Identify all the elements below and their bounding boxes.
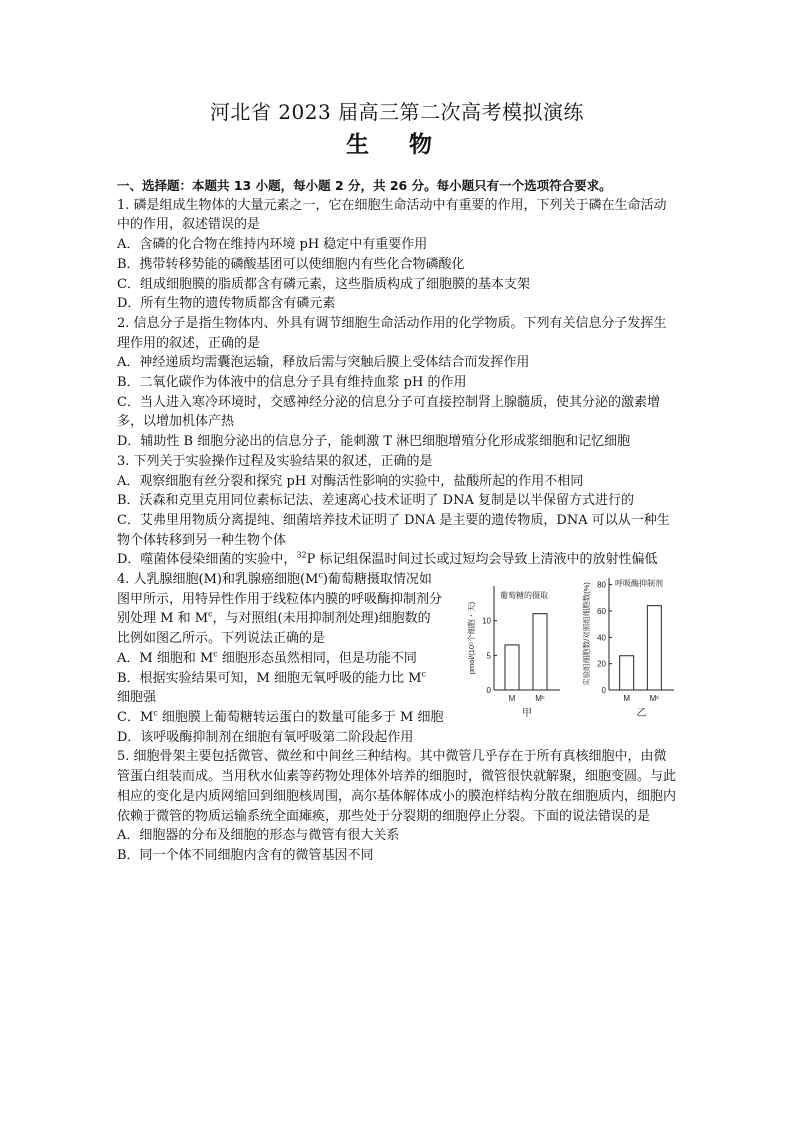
q2-option-d: D．辅助性 B 细胞分泌出的信息分子，能刺激 T 淋巴细胞增殖分化形成浆细胞和记忆细胞 <box>117 434 631 450</box>
chart-yi-title: 呼吸酶抑制剂 <box>615 579 663 589</box>
q4-b-2: 细胞强 <box>117 690 157 706</box>
chart-jia-bar <box>533 614 547 690</box>
q4-charts-svg <box>452 572 682 722</box>
q4-c-2: 细胞膜上葡萄糖转运蛋白的数量可能多于 M 细胞 <box>157 709 444 725</box>
chart-jia-category-label: Mᶜ <box>535 694 545 704</box>
section-heading: 一、选择题：本题共 13 小题，每小题 2 分，共 26 分。每小题只有一个选项符合要求。 <box>117 178 612 193</box>
question-content <box>117 176 677 866</box>
chart-yi-ytick-label: 40 <box>597 633 606 643</box>
chart-yi-ytick-label: 0 <box>601 686 606 696</box>
q3-stem: 3. 下列关于实验操作过程及实验结果的叙述，正确的是 <box>117 453 433 469</box>
q4-c-sup: c <box>153 708 158 718</box>
exam-subject: 生 物 <box>345 131 448 158</box>
q2-option-b: B．二氧化碳作为体液中的信息分子具有维持血浆 pH 的作用 <box>117 375 467 391</box>
q4-stem <box>117 570 442 649</box>
chart-jia-title: 葡萄糖的摄取 <box>500 591 548 601</box>
q4-a-2: 细胞形态虽然相同，但是功能不同 <box>217 650 417 666</box>
q5-option-b: B．同一个体不同细胞内含有的微管基因不同 <box>117 847 374 863</box>
chart-yi-ytick-label: 60 <box>597 607 606 617</box>
q3-option-d <box>117 550 677 570</box>
chart-yi-category-label: M <box>623 694 631 704</box>
q4-stem-sup: c <box>318 570 323 580</box>
chart-jia-ylabel: pmol/(10⁵个细胞・天) <box>467 601 476 675</box>
chart-yi-bar <box>620 656 634 690</box>
q4-stem-1: 4. 人乳腺细胞(M)和乳腺癌细胞(M <box>117 572 319 588</box>
q3-option-c: C．艾弗里用物质分离提纯、细菌培养技术证明了 DNA 是主要的遗传物质，DNA 可以从一种生物个体转移到另一种生物个体 <box>117 512 670 548</box>
q2-option-a: A．神经递质均需囊泡运输，释放后需与突触后膜上受体结合而发挥作用 <box>117 355 530 371</box>
q4-a-1: A．M 细胞和 M <box>117 650 214 666</box>
q4-b-1: B．根据实验结果可知，M 细胞无氧呼吸的能力比 M <box>117 670 422 686</box>
q4-stem-sup2: c <box>208 610 213 620</box>
q4-stem-2: )葡萄糖摄取情况如图甲所示，用特异性作用于线粒体内膜的呼吸酶抑制剂分别处理 M 和 M <box>117 572 443 627</box>
q1-option-c: C．组成细胞膜的脂质都含有磷元素，这些脂质构成了细胞膜的基本支架 <box>117 276 530 292</box>
chart-jia-bar <box>505 645 519 690</box>
q4-b-sup: c <box>421 669 426 679</box>
q3-option-b: B．沃森和克里克用同位素标记法、差速离心技术证明了 DNA 复制是以半保留方式进行的 <box>117 493 635 509</box>
q4-stem-3: ，与对照组(未用抑制剂处理)细胞数的比例如图乙所示。下列说法正确的是 <box>117 611 431 647</box>
q4-option-a <box>117 649 442 669</box>
chart-jia-ytick-label: 10 <box>482 616 491 626</box>
chart-yi-bar <box>647 606 661 690</box>
q3-d-post: P 标记组保温时间过长或过短均会导致上清液中的放射性偏低 <box>306 552 658 568</box>
chart-jia-ytick-label: 0 <box>486 686 491 696</box>
chart-jia-category-label: M <box>508 694 516 704</box>
q2-option-c: C．当人进入寒冷环境时，交感神经分泌的信息分子可直接控制肾上腺髓质，使其分泌的激素增多，以增加机体产热 <box>117 394 660 430</box>
q3-d-sup: 32 <box>296 551 307 561</box>
q1-stem: 1. 磷是组成生物体的大量元素之一，它在细胞生命活动中有重要的作用，下列关于磷在生命活动中的作用，叙述错误的是 <box>117 197 667 233</box>
q3-option-a: A．观察细胞有丝分裂和探究 pH 对酶活性影响的实验中，盐酸所起的作用不相同 <box>117 473 584 489</box>
q1-option-d: D．所有生物的遗传物质都含有磷元素 <box>117 296 336 312</box>
q1-option-a: A．含磷的化合物在维持内环境 pH 稳定中有重要作用 <box>117 237 428 253</box>
chart-jia-ytick-label: 5 <box>486 651 491 661</box>
q1-option-b: B．携带转移势能的磷酸基团可以使细胞内有些化合物磷酸化 <box>117 256 465 272</box>
q5-option-a: A．细胞器的分布及细胞的形态与微管有很大关系 <box>117 828 400 844</box>
q4-figures <box>452 572 682 722</box>
chart-jia-panel-label: 甲 <box>522 708 532 720</box>
chart-yi-category-label: Mᶜ <box>649 694 660 704</box>
q4-a-sup: c <box>213 649 218 659</box>
exam-title: 河北省 2023 届高三第二次高考模拟演练 <box>209 100 585 124</box>
chart-yi-panel-label: 乙 <box>636 708 647 720</box>
q4-option-b <box>117 669 442 708</box>
chart-yi-ylabel: 实验组细胞数/对照组细胞数(%) <box>582 582 591 686</box>
chart-yi-ytick-label: 20 <box>597 659 606 669</box>
q3-d-pre: D．噬菌体侵染细菌的实验中， <box>117 552 297 568</box>
chart-yi-ytick-label: 80 <box>597 580 606 590</box>
q5-stem: 5. 细胞骨架主要包括微管、微丝和中间丝三种结构。其中微管几乎存在于所有真核细胞中，由微管蛋白组装而成。当用秋水仙素等药物处理体外培养的细胞时，微管很快就解聚，细胞变圆。与此相应的变化是内质网缩回到细胞核周围，高尔基体解体成小的膜泡样结构分散在细胞质内，细胞内依赖于微管的物质运输系统全面瘫痪，那些处于分裂期的细胞停止分裂。下面的说法错误的是 <box>117 749 677 824</box>
q2-stem: 2. 信息分子是指生物体内、外具有调节细胞生命活动作用的化学物质。下列有关信息分子发挥生理作用的叙述，正确的是 <box>117 315 667 351</box>
q4-option-d: D．该呼吸酶抑制剂在细胞有氧呼吸第二阶段起作用 <box>117 729 414 745</box>
q4-c-1: C．M <box>117 709 154 725</box>
